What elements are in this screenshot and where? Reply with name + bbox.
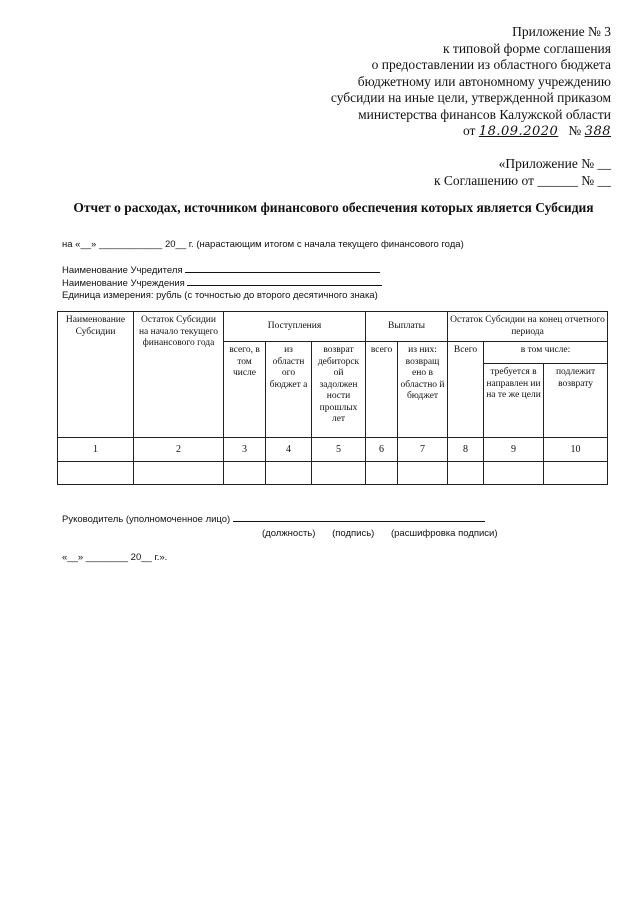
table-cell xyxy=(398,462,448,485)
institution-label: Наименование Учреждения xyxy=(62,278,185,289)
col-payments-total: всего xyxy=(366,342,398,438)
signature-label: Руководитель (уполномоченное лицо) xyxy=(62,514,231,525)
order-number-prefix: № xyxy=(568,123,582,138)
report-title: Отчет о расходах, источником финансового обеспечения которых является Субсидия xyxy=(73,200,594,215)
col-end-balance: Остаток Субсидии на конец отчетного периода xyxy=(448,312,608,342)
appendix-header xyxy=(271,24,611,141)
table-cell xyxy=(312,462,366,485)
column-number: 6 xyxy=(366,438,398,462)
report-date-line: на «__» ____________ 20__ г. (нарастающим итогом с начала текущего финансового года) xyxy=(62,239,464,250)
founder-label: Наименование Учредителя xyxy=(62,265,183,276)
column-number: 5 xyxy=(312,438,366,462)
col-income-return: возврат дебиторск ой задолжен ности прошлых лет xyxy=(312,342,366,438)
header-line: министерства финансов Калужской области xyxy=(358,106,611,122)
header-line: к типовой форме соглашения xyxy=(443,40,611,56)
signature-captions xyxy=(262,528,512,539)
caption-decoding: (расшифровка подписи) xyxy=(390,528,498,539)
column-number: 9 xyxy=(484,438,544,462)
table-cell xyxy=(224,462,266,485)
signature-blank-line xyxy=(233,513,485,522)
table-cell xyxy=(448,462,484,485)
table-cell xyxy=(366,462,398,485)
col-income-regional: из областн ого бюджет а xyxy=(266,342,312,438)
column-number: 10 xyxy=(544,438,608,462)
col-payments-returned: из них: возвращ ено в областно й бюджет xyxy=(398,342,448,438)
col-payments: Выплаты xyxy=(366,312,448,342)
report-meta xyxy=(62,264,382,302)
header-line: о предоставлении из областного бюджета xyxy=(371,57,611,72)
order-number-handwritten: 388 xyxy=(584,124,611,139)
order-date-handwritten: 18.09.2020 xyxy=(478,124,559,139)
caption-position: (должность) xyxy=(262,528,316,539)
col-income: Поступления xyxy=(224,312,366,342)
appendix-ref-line: «Приложение № __ xyxy=(498,156,611,171)
institution-blank-line xyxy=(187,277,382,286)
col-start-balance: Остаток Субсидии на начало текущего финансового года xyxy=(134,312,224,438)
agreement-ref-line: к Соглашению от ______ № __ xyxy=(433,173,611,188)
column-number: 3 xyxy=(224,438,266,462)
founder-row xyxy=(62,264,382,277)
unit-row: Единица измерения: рубль (с точностью до второго десятичного знака) xyxy=(62,290,378,301)
expense-report-table xyxy=(57,311,608,485)
footer-date: «__» ________ 20__ г.». xyxy=(62,552,168,563)
table-cell xyxy=(58,462,134,485)
institution-row xyxy=(62,277,382,290)
column-number: 1 xyxy=(58,438,134,462)
header-line: Приложение № 3 xyxy=(512,24,611,39)
table-cell xyxy=(134,462,224,485)
order-prefix: от xyxy=(462,123,476,138)
caption-sign: (подпись) xyxy=(332,528,375,539)
table-cell xyxy=(266,462,312,485)
agreement-appendix-reference xyxy=(434,155,611,189)
table-cell xyxy=(544,462,608,485)
col-end-needed: требуется в направлен ии на те же цели xyxy=(484,364,544,438)
col-end-return: подлежит возврату xyxy=(544,364,608,438)
header-line: субсидии на иные цели, утвержденной приказом xyxy=(330,90,611,105)
column-number: 7 xyxy=(398,438,448,462)
column-number: 2 xyxy=(134,438,224,462)
col-subsidy-name: Наименование Субсидии xyxy=(58,312,134,438)
col-income-total: всего, в том числе xyxy=(224,342,266,438)
column-number: 4 xyxy=(266,438,312,462)
column-number: 8 xyxy=(448,438,484,462)
table-cell xyxy=(484,462,544,485)
signature-line xyxy=(62,513,485,525)
table-row xyxy=(58,462,608,485)
header-line: бюджетному или автономному учреждению xyxy=(357,73,611,89)
order-reference xyxy=(271,123,611,141)
founder-blank-line xyxy=(185,264,380,273)
col-end-total: Всего xyxy=(448,342,484,438)
col-end-including: в том числе: xyxy=(484,342,608,364)
